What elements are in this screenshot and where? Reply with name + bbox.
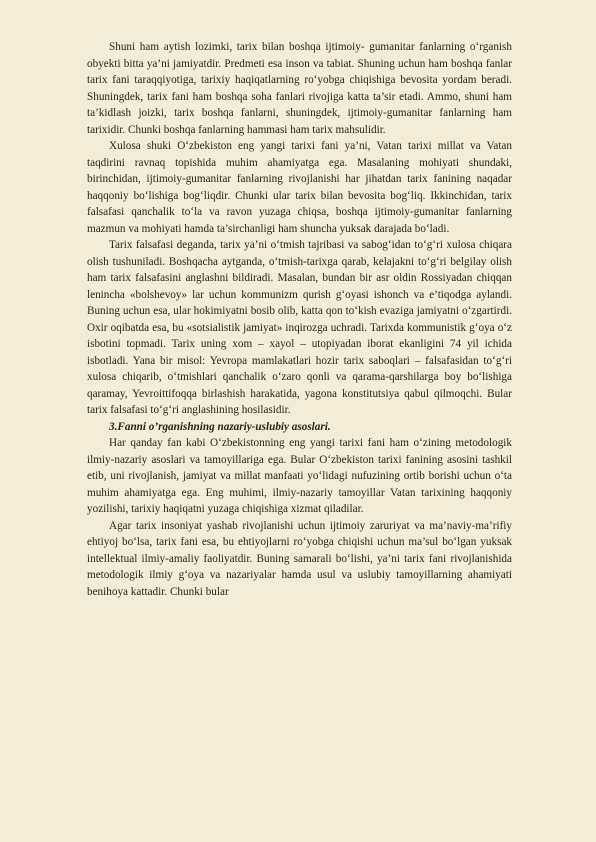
section-heading: 3.Fanni o’rganishning nazariy-uslubiy asoslari.: [109, 420, 331, 433]
paragraph-4: Har qanday fan kabi O‘zbekistonning eng yangi tarixi fani ham o‘zining metodologik ilmiy-nazariy asoslari va tamoyillariga ega. Bular O‘zbekiston tarixi fanining asosini tashkil etib, uni rivojlanish, jamiyat va millat manfaati yo‘lidagi nufuzining ortib borishi uchun o‘ta muhim ahamiyatga ega. Eng muhimi, ilmiy-nazariy tamoyillar Vatan tarixining haqqoniy yozilishi, tarixiy haqiqatni yuzaga chiqishiga xizmat qiladilar.: [87, 437, 512, 515]
paragraph-3: Tarix falsafasi deganda, tarix ya’ni o‘tmish tajribasi va sabog‘idan to‘g‘ri xulosa chiqara olish tushuniladi. Boshqacha aytganda, o‘tmish-tarixga qarab, kelajakni to‘g‘ri belgilay olish ham tarix falsafasini anglashni bildiradi. Masalan, bundan bir asr oldin Rossiyadan chiqqan leninchа «bolshevoy» lar uchun kommunizm qurish g‘oyasi ishonch va e’tiqodga aylandi. Buning uchun esa, ular hokimiyatni bosib olib, katta qon to‘kish evaziga jamiyatni o‘zgartirdi. Oxir oqibatda esa, bu «sotsialistik jamiyat» inqirozga uchradi. Tarixda kommunistik g‘oya o‘z isbotini topmadi. Tarix uning xom – xayol – utopiyadan iborat ekanligini 74 yil ichida isbotladi. Yana bir misol: Yevropa mamlakatlari hozir tarix saboqlari – falsafasidan to‘g‘ri xulosa chiqarib, o‘tmishlari qanchalik o‘zaro qonli va qarama-qarshilarga boy bo‘lishiga qaramay, Yevroittifoqqa birlashish harakatida, yagona konstitutsiya qabul qilmoqchi. Bular tarix falsafasi to‘g‘ri anglashining hosilasidir.: [87, 239, 512, 416]
document-page: [87, 39, 512, 600]
paragraph-2: Xulosa shuki O‘zbekiston eng yangi tarixi fani ya’ni, Vatan tarixi millat va Vatan taqdirini ravnaq topishida muhim ahamiyatga ega. Masalaning mohiyati shundaki, birinchidan, ijtimoiy-gumanitar fanlarning rivojlanishi har jihatdan tarix fanining naqadar haqqoniy bo‘lishiga bog‘liqdir. Chunki ular tarix bilan bevosita bog‘liq. Ikkinchidan, tarix falsafasi qanchalik to‘la va ravon yuzaga chiqsa, boshqa ijtimoiy-gumanitar fanlarning mazmun va mohiyati hamda ta’sirchanligi ham shuncha yuksak darajada bo‘ladi.: [87, 140, 512, 235]
paragraph-1: Shuni ham aytish lozimki, tarix bilan boshqa ijtimoiy- gumanitar fanlarning o‘rganish obyekti bitta ya’ni jamiyatdir. Predmeti esa inson va tabiat. Shuning uchun ham boshqa fanlar tarix fani taraqqiyotiga, tarixiy haqiqatlarning ro‘yobga chiqishiga bevosita yordam beradi. Shuningdek, tarix fani ham boshqa soha fanlari rivojiga katta ta’sir etadi. Ammo, shuni ham ta’kidlash joizki, tarix boshqa fanlarni, shuningdek, ijtimoiy-gumanitar fanlarning ham tarixidir. Chunki boshqa fanlarning hammasi ham tarix mahsulidir.: [87, 41, 512, 136]
paragraph-5: Agar tarix insoniyat yashab rivojlanishi uchun ijtimoiy zaruriyat va ma’naviy-ma’rifiy ehtiyoj bo‘lsa, tarix fani esa, bu ehtiyojlarni ro‘yobga chiqishi uchun ma’sul bo‘lgan yuksak intellektual ilmiy-amaliy faoliyatdir. Buning samarali bo‘lishi, ya’ni tarix fani rivojlanishida metodologik ilmiy g‘oya va nazariyalar hamda usul va uslubiy tamoyillarning ahamiyati benihoya kattadir. Chunki bular: [87, 519, 512, 598]
